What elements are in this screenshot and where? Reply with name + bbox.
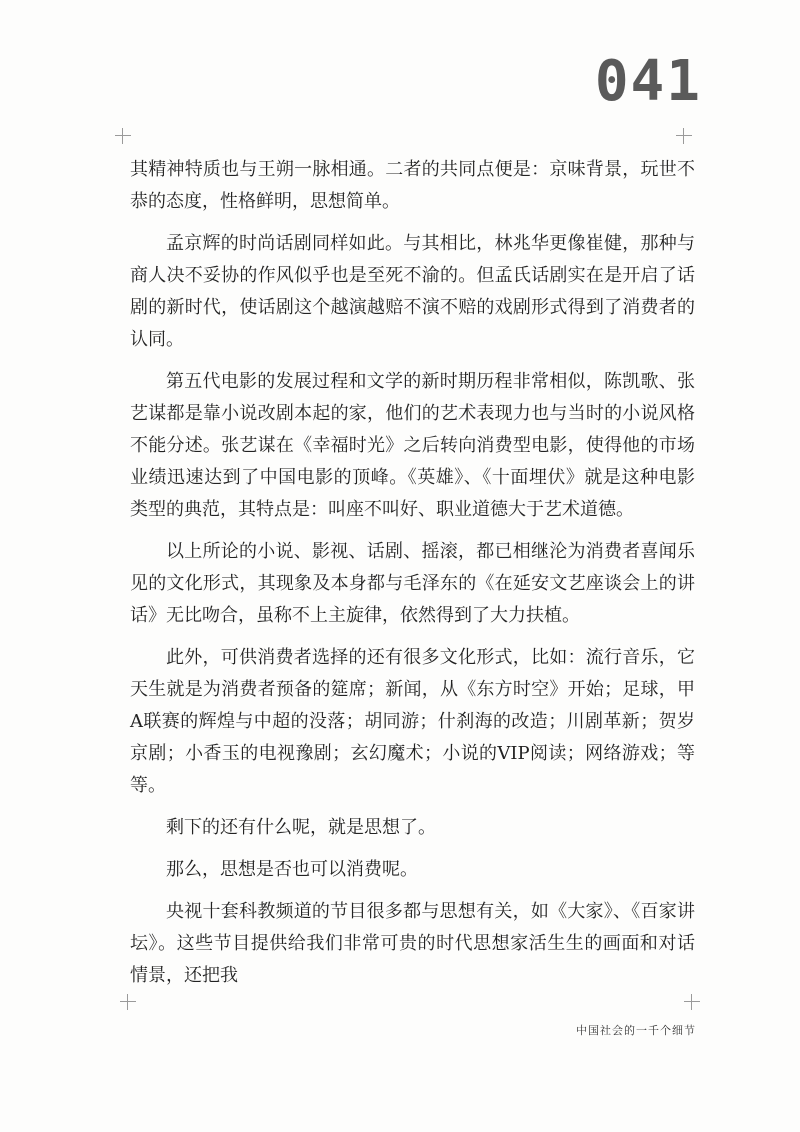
paragraph-2: 孟京辉的时尚话剧同样如此。与其相比，林兆华更像崔健，那种与商人决不妥协的作风似乎也是至死不渝的。但孟氏话剧实在是开启了话剧的新时代，使话剧这个越演越赔不演不赔的戏剧形式得到了消费者的认同。 (130, 233, 695, 350)
paragraph-5: 此外，可供消费者选择的还有很多文化形式，比如：流行音乐，它天生就是为消费者预备的筵席；新闻，从《东方时空》开始；足球，甲A联赛的辉煌与中超的没落；胡同游；什刹海的改造；川剧革新；贺岁京剧；小香玉的电视豫剧；玄幻魔术；小说的VIP阅读；网络游戏；等等。 (130, 647, 695, 796)
paragraph-1: 其精神特质也与王朔一脉相通。二者的共同点便是：京味背景，玩世不恭的态度，性格鲜明，思想简单。 (130, 159, 695, 212)
paragraph-4: 以上所论的小说、影视、话剧、摇滚，都已相继沦为消费者喜闻乐见的文化形式，其现象及本身都与毛泽东的《在延安文艺座谈会上的讲话》无比吻合，虽称不上主旋律，依然得到了大力扶植。 (130, 541, 695, 626)
paragraph-8: 央视十套科教频道的节目很多都与思想有关，如《大家》、《百家讲坛》。这些节目提供给我们非常可贵的时代思想家活生生的画面和对话情景，还把我 (130, 901, 695, 986)
page-number: 041 (594, 49, 702, 114)
running-footer: 中国社会的一千个细节 (576, 1024, 696, 1037)
paragraph-7: 那么，思想是否也可以消费呢。 (166, 859, 418, 880)
crop-mark-top-left (115, 128, 131, 144)
body-text (130, 154, 695, 1002)
paragraph-6: 剩下的还有什么呢，就是思想了。 (166, 817, 436, 838)
paragraph-3: 第五代电影的发展过程和文学的新时期历程非常相似，陈凯歌、张艺谋都是靠小说改剧本起的家，他们的艺术表现力也与当时的小说风格不能分述。张艺谋在《幸福时光》之后转向消费型电影，使得他的市场业绩迅速达到了中国电影的顶峰。《英雄》、《十面埋伏》就是这种电影类型的典范，其特点是：叫座不叫好、职业道德大于艺术道德。 (130, 371, 695, 520)
crop-mark-top-right (676, 128, 692, 144)
